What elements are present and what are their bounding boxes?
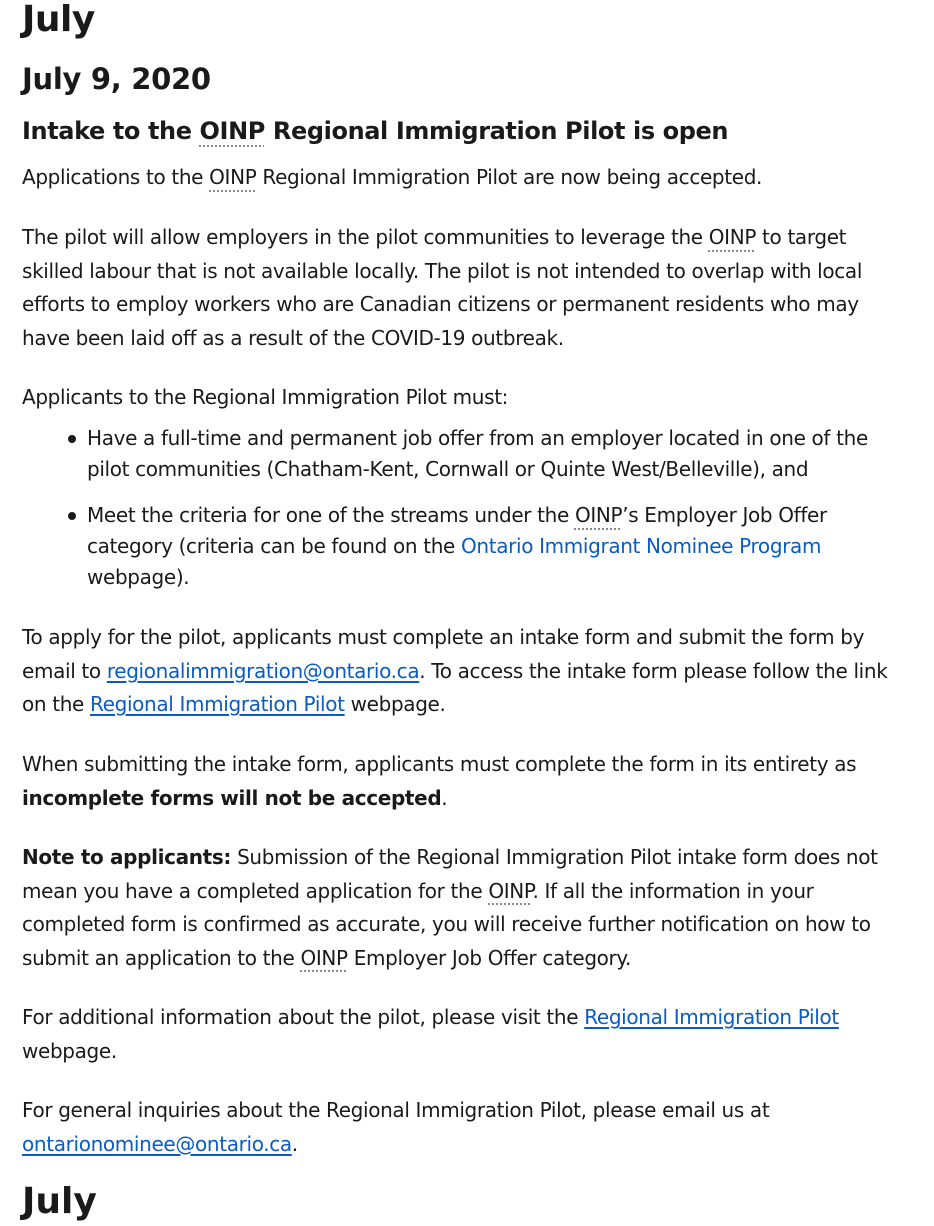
inquiries-paragraph: For general inquiries about the Regional Immigration Pilot, please email us at ontarionominee@ontario.ca. <box>22 1098 770 1156</box>
note-to-applicants-paragraph: Note to applicants: Submission of the Regional Immigration Pilot intake form does not mean you have a completed application for the OINP. If all the information in your completed form is confirmed as accurate, you will receive further notification on how to submit an application to the OINP Employer Job Offer category. <box>22 845 878 970</box>
incomplete-forms-warning: incomplete forms will not be accepted <box>22 785 442 810</box>
news-headline: Intake to the OINP Regional Immigration Pilot is open <box>22 117 729 145</box>
oinp-abbreviation: OINP <box>300 945 348 970</box>
next-month-heading: July <box>22 1181 97 1222</box>
additional-info-paragraph: For additional information about the pilot, please visit the Regional Immigration Pilot webpage. <box>22 1005 839 1063</box>
requirements-list <box>22 423 892 593</box>
month-heading: July <box>22 0 95 40</box>
list-item: Meet the criteria for one of the streams under the OINP’s Employer Job Offer category (criteria can be found on the Ontario Immigrant Nominee Program webpage). <box>22 500 892 593</box>
submission-paragraph: When submitting the intake form, applicants must complete the form in its entirety as incomplete forms will not be accepted. <box>22 752 857 810</box>
applicants-intro-paragraph: Applicants to the Regional Immigration Pilot must: <box>22 385 509 409</box>
bullet-icon <box>68 435 76 443</box>
regional-immigration-email-link[interactable]: regionalimmigration@ontario.ca <box>106 658 420 683</box>
oinp-program-link[interactable]: Ontario Immigrant Nominee Program <box>461 534 822 558</box>
oinp-abbreviation: OINP <box>708 225 757 249</box>
regional-immigration-pilot-link[interactable]: Regional Immigration Pilot <box>584 1005 839 1029</box>
intro-paragraph: Applications to the OINP Regional Immigration Pilot are now being accepted. <box>22 165 763 189</box>
oinp-abbreviation: OINP <box>209 165 257 189</box>
pilot-description-paragraph: The pilot will allow employers in the pilot communities to leverage the OINP to target skilled labour that is not available locally. The pilot is not intended to overlap with local efforts to employ workers who are Canadian citizens or permanent residents who may have been laid off as a result of the COVID-19 outbreak. <box>22 225 863 350</box>
bullet-icon <box>68 512 76 520</box>
regional-immigration-pilot-link[interactable]: Regional Immigration Pilot <box>90 692 345 716</box>
date-heading: July 9, 2020 <box>22 62 211 96</box>
note-label: Note to applicants: <box>22 845 232 869</box>
oinp-abbreviation: OINP <box>199 117 265 145</box>
apply-paragraph: To apply for the pilot, applicants must complete an intake form and submit the form by email to regionalimmigration@ontario.ca. To access the intake form please follow the link on the Regional Immigration Pilot webpage. <box>22 625 888 716</box>
oinp-abbreviation: OINP <box>488 878 533 903</box>
list-item: Have a full-time and permanent job offer from an employer located in one of the pilot communities (Chatham-Kent, Cornwall or Quinte West/Belleville), and <box>22 423 892 485</box>
oinp-abbreviation: OINP <box>574 503 623 527</box>
ontario-nominee-email-link[interactable]: ontarionominee@ontario.ca <box>22 1131 292 1156</box>
